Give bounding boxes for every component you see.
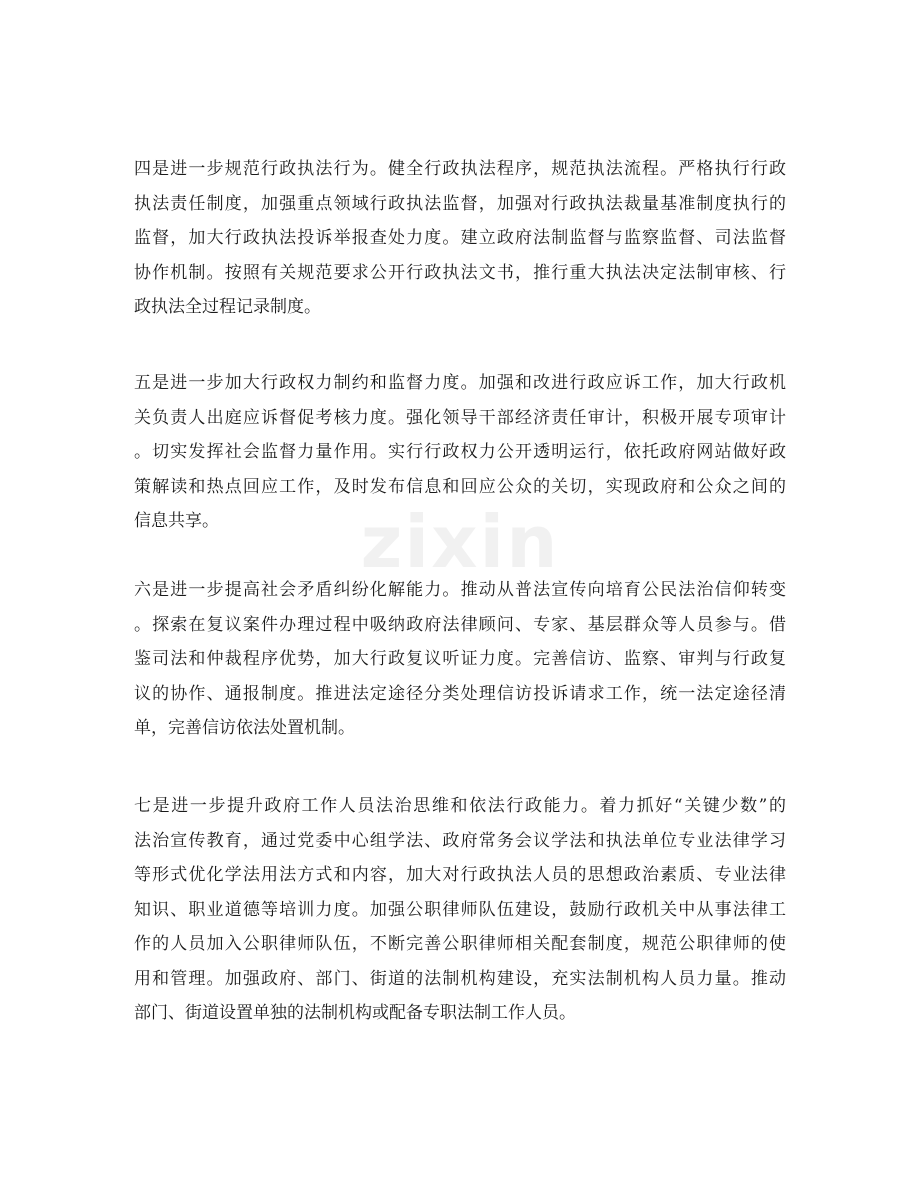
paragraph-line: 鉴司法和仲裁程序优势，加大行政复议听证力度。完善信访、监察、审判与行政复 — [134, 649, 786, 669]
watermark: zixin — [360, 500, 560, 584]
paragraph-line: 。切实发挥社会监督力量作用。实行行政权力公开透明运行，依托政府网站做好政 — [134, 442, 786, 462]
paragraph-seven — [134, 789, 786, 1031]
paragraph-line: 法治宣传教育，通过党委中心组学法、政府常务会议学法和执法单位专业法律学习 — [134, 830, 786, 851]
paragraph-line: 监督，加大行政执法投诉举报查处力度。建立政府法制监督与监察监督、司法监督 — [134, 228, 786, 248]
paragraph-line: 执法责任制度，加强重点领域行政执法监督，加强对行政执法裁量基准制度执行的 — [134, 193, 786, 214]
paragraph-line: 部门、街道设置单独的法制机构或配备专职法制工作人员。 — [134, 1003, 576, 1023]
paragraph-line: 七是进一步提升政府工作人员法治思维和依法行政能力。着力抓好“关键少数”的 — [134, 796, 786, 816]
paragraph-line: 知识、职业道德等培训力度。加强公职律师队伍建设，鼓励行政机关中从事法律工 — [134, 899, 786, 920]
paragraph-line: 信息共享。 — [134, 511, 219, 531]
paragraph-line: 策解读和热点回应工作，及时发布信息和回应公众的关切，实现政府和公众之间的 — [134, 476, 786, 497]
paragraph-line: 政执法全过程记录制度。 — [134, 297, 321, 317]
paragraph-line: 用和管理。加强政府、部门、街道的法制机构建设，充实法制机构人员力量。推动 — [134, 968, 786, 989]
paragraph-five — [134, 366, 786, 539]
paragraph-line: 。探索在复议案件办理过程中吸纳政府法律顾问、专家、基层群众等人员参与。借 — [134, 614, 786, 635]
paragraph-six — [134, 573, 786, 746]
paragraph-line: 协作机制。按照有关规范要求公开行政执法文书，推行重大执法决定法制审核、行 — [134, 262, 786, 283]
paragraph-line: 议的协作、通报制度。推进法定途径分类处理信访投诉请求工作，统一法定途径清 — [134, 683, 786, 704]
paragraph-line: 作的人员加入公职律师队伍，不断完善公职律师相关配套制度，规范公职律师的使 — [134, 934, 786, 954]
paragraph-four — [134, 152, 786, 325]
paragraph-line: 单，完善信访依法处置机制。 — [134, 718, 355, 738]
paragraph-line: 等形式优化学法用法方式和内容，加大对行政执法人员的思想政治素质、专业法律 — [134, 865, 786, 885]
paragraph-line: 五是进一步加大行政权力制约和监督力度。加强和改进行政应诉工作，加大行政机 — [134, 373, 786, 393]
paragraph-line: 关负责人出庭应诉督促考核力度。强化领导干部经济责任审计，积极开展专项审计 — [134, 407, 786, 428]
paragraph-line: 六是进一步提高社会矛盾纠纷化解能力。推动从普法宣传向培育公民法治信仰转变 — [134, 580, 786, 600]
paragraph-line: 四是进一步规范行政执法行为。健全行政执法程序，规范执法流程。严格执行行政 — [134, 159, 786, 179]
